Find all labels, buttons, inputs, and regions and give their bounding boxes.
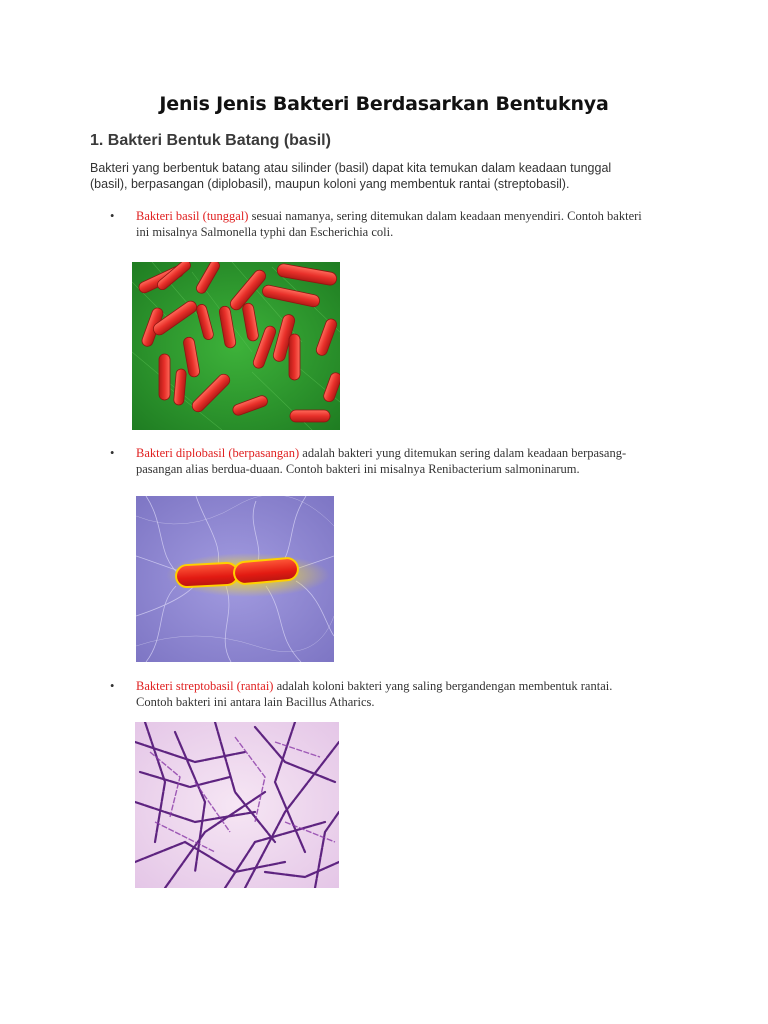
intro-paragraph	[90, 160, 680, 192]
bullet-text	[136, 445, 666, 477]
bacteria-diplobasil-illustration	[136, 496, 334, 662]
bullet-marker: •	[110, 679, 115, 693]
bullet-line-1: adalah koloni bakteri yang saling bergandengan membentuk rantai.	[273, 679, 613, 693]
bacteria-diplobasil-image	[136, 496, 334, 662]
bacteria-streptobasil-image	[135, 722, 339, 888]
bullet-line-2: Contoh bakteri ini antara lain Bacillus Atharics.	[136, 695, 375, 709]
bullet-marker: •	[110, 209, 115, 223]
bullet-highlight: Bakteri diplobasil (berpasangan)	[136, 446, 300, 460]
bullet-highlight: Bakteri streptobasil (rantai)	[136, 679, 274, 693]
bullet-line-1: adalah bakteri yung ditemukan sering dalam keadaan berpasang-	[299, 446, 627, 460]
bullet-text	[136, 678, 666, 710]
bacteria-basil-illustration	[132, 262, 340, 430]
intro-line-1: Bakteri yang berbentuk batang atau silinder (basil) dapat kita temukan dalam keadaan tunggal	[90, 161, 612, 175]
bullet-line-1: sesuai namanya, sering ditemukan dalam keadaan menyendiri. Contoh bakteri	[248, 209, 642, 223]
section-heading: 1. Bakteri Bentuk Batang (basil)	[90, 132, 331, 149]
bullet-text	[136, 208, 666, 240]
bacteria-streptobasil-illustration	[135, 722, 339, 888]
bullet-line-2: pasangan alias berdua-duaan. Contoh bakteri ini misalnya Renibacterium salmoninarum.	[136, 462, 580, 476]
bacteria-basil-image	[132, 262, 340, 430]
intro-line-2: (basil), berpasangan (diplobasil), maupun koloni yang membentuk rantai (streptobasil).	[90, 177, 570, 191]
document-title: Jenis Jenis Bakteri Berdasarkan Bentuknya	[159, 93, 609, 115]
bullet-highlight: Bakteri basil (tunggal)	[136, 209, 249, 223]
bullet-line-2: ini misalnya Salmonella typhi dan Escherichia coli.	[136, 225, 394, 239]
bullet-marker: •	[110, 446, 115, 460]
